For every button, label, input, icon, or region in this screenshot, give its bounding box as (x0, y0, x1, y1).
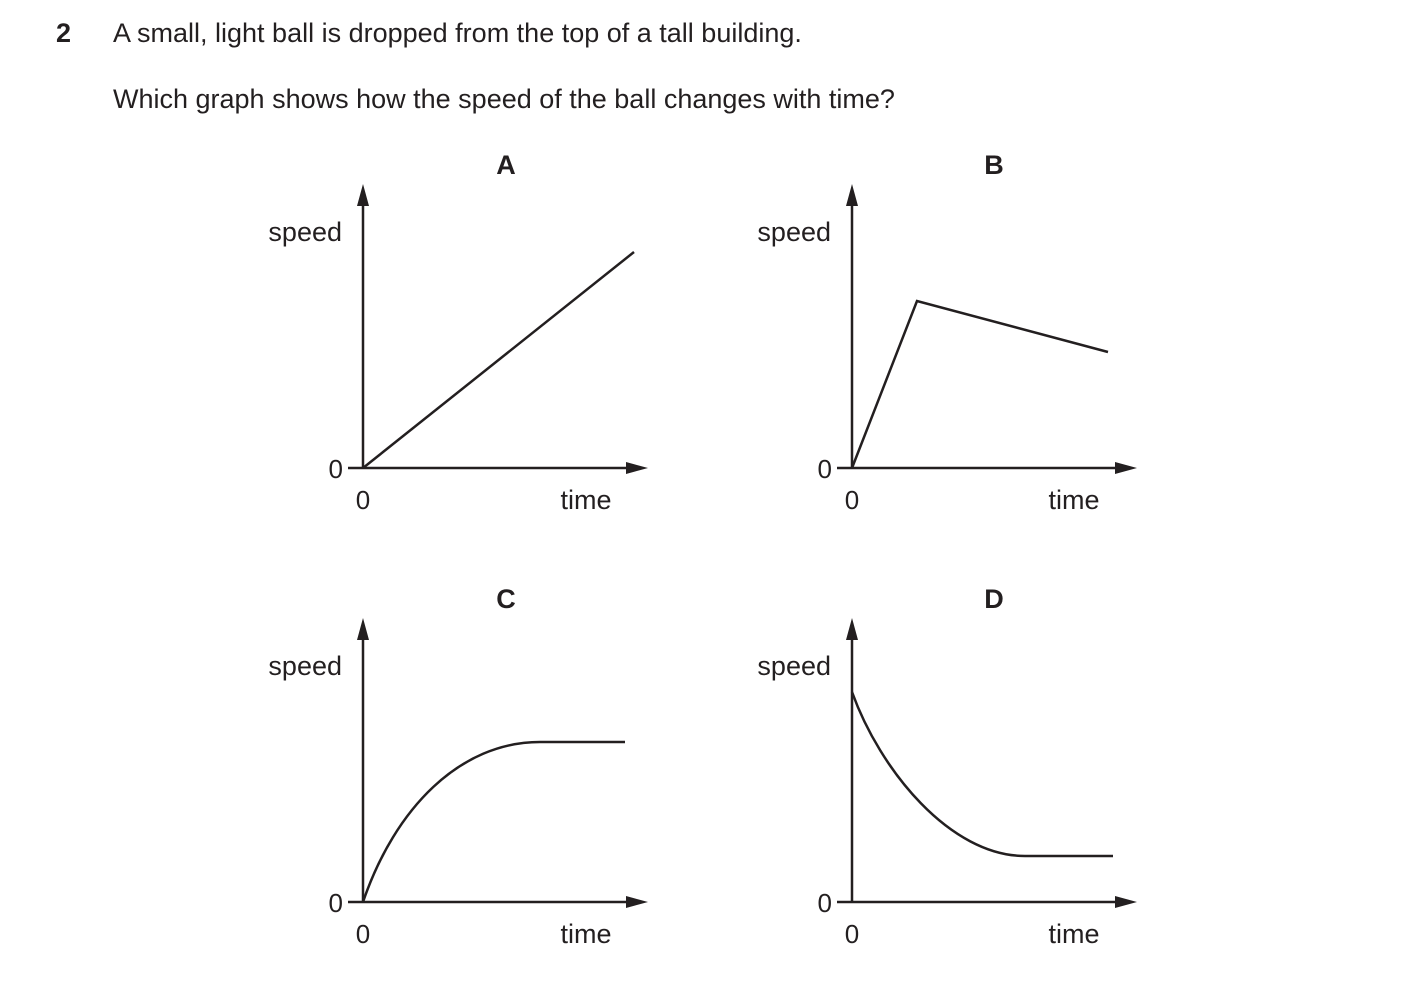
question-number: 2 (56, 18, 72, 48)
graph-a-x-arrow-icon (626, 462, 648, 474)
graph-b-y-axis-label: speed (757, 217, 831, 247)
graph-c-x-axis-label: time (560, 919, 612, 949)
graph-b-x-arrow-icon (1115, 462, 1137, 474)
graph-d-y-axis-label: speed (757, 651, 831, 681)
graph-b-x-axis-label: time (1048, 485, 1100, 515)
graph-a-x-axis-label: time (560, 485, 612, 515)
graph-c-origin-y-label: 0 (328, 888, 343, 918)
graph-b[interactable] (757, 150, 1137, 515)
graph-b-origin-x-label: 0 (844, 485, 860, 515)
graph-d-curve (852, 692, 1113, 856)
graph-d-origin-y-label: 0 (817, 888, 832, 918)
question-stem-line-2: Which graph shows how the speed of the ball changes with time? (113, 84, 895, 114)
question-stem-line-1: A small, light ball is dropped from the top of a tall building. (113, 18, 802, 48)
graph-a[interactable] (268, 150, 648, 515)
graph-c-y-axis-label: speed (268, 651, 342, 681)
graph-a-y-arrow-icon (357, 184, 369, 206)
graph-d-option-label: D (984, 584, 1004, 614)
graph-d[interactable] (757, 584, 1137, 949)
graph-b-y-arrow-icon (846, 184, 858, 206)
graph-c-x-arrow-icon (626, 896, 648, 908)
graph-a-origin-y-label: 0 (328, 454, 343, 484)
graph-c-curve (363, 742, 625, 902)
graph-a-origin-x-label: 0 (355, 485, 371, 515)
graph-d-origin-x-label: 0 (844, 919, 860, 949)
graph-c-origin-x-label: 0 (355, 919, 371, 949)
graph-d-x-arrow-icon (1115, 896, 1137, 908)
graph-a-curve (363, 252, 634, 468)
graph-b-option-label: B (984, 150, 1004, 180)
graph-c[interactable] (268, 584, 648, 949)
graph-b-curve (852, 301, 1108, 468)
graph-c-y-arrow-icon (357, 618, 369, 640)
graph-d-x-axis-label: time (1048, 919, 1100, 949)
graph-b-origin-y-label: 0 (817, 454, 832, 484)
graph-c-option-label: C (496, 584, 516, 614)
graph-a-option-label: A (496, 150, 516, 180)
graph-d-y-arrow-icon (846, 618, 858, 640)
graph-a-y-axis-label: speed (268, 217, 342, 247)
